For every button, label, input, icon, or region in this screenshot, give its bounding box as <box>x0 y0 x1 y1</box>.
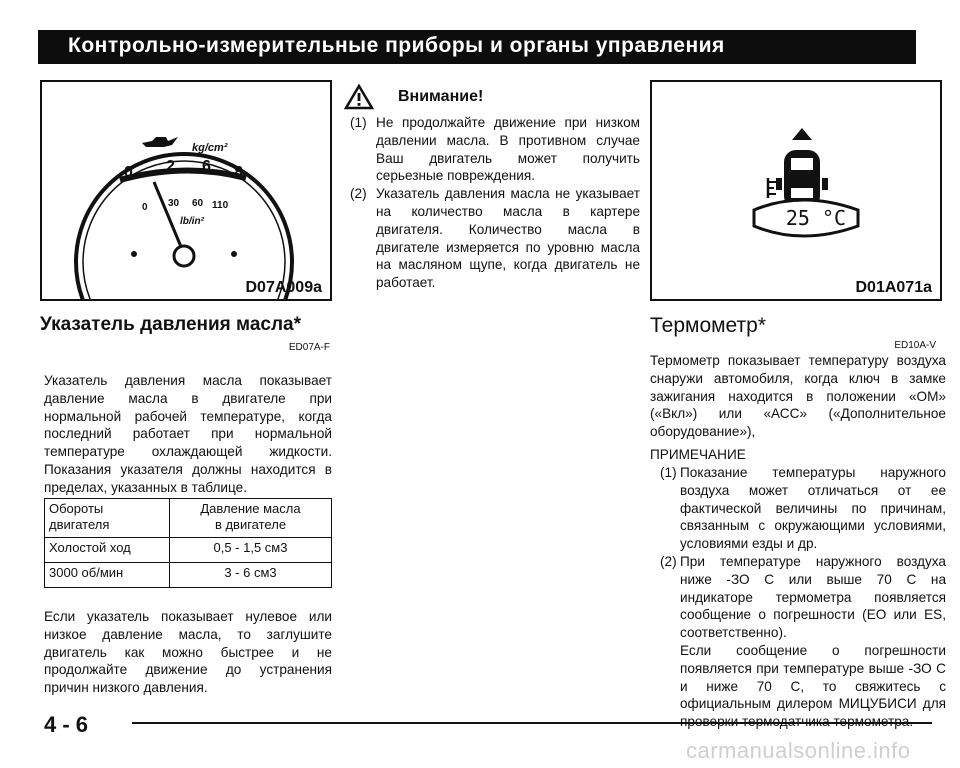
oil-pressure-outro: Если указатель показывает нулевое или низкое давление масла, то заглушите двигатель как можно быстрее и не продолжайте движение до устранения причин низкого давления. <box>44 609 332 696</box>
oil-pressure-gauge-illustration <box>42 82 330 299</box>
arrow-up-icon <box>792 128 812 140</box>
oil-pressure-code: ED07A-F <box>288 342 330 353</box>
gauge-needle-hub <box>174 246 194 266</box>
thermometer-icon <box>768 178 776 198</box>
gauge-unit-lb: lb/in² <box>180 216 204 227</box>
gauge-mount-dot-right <box>231 251 237 257</box>
warning-item-text: Не продолжайте движение при низком давлении масла. В противном случае Ваш двигатель может получить серьезные повреждения. <box>376 115 640 184</box>
gauge-psi-60: 60 <box>192 198 204 209</box>
oil-can-icon <box>142 137 178 147</box>
warning-heading <box>344 84 644 114</box>
thermometer-code: ED10A-V <box>894 340 936 351</box>
note-item-text: При температуре наружного воздуха ниже -ЗО С или выше 70 С на индикаторе термометра появляется сообщение о погрешности (ЕО или ES, соответственно). <box>680 553 946 641</box>
table-cell: Холостой ход <box>45 538 170 563</box>
page-header-title: Контрольно-измерительные приборы и органы управления <box>68 34 725 57</box>
warning-item-number: (2) <box>350 186 367 202</box>
thermometer-figure <box>650 80 942 301</box>
table-header-row <box>45 499 332 538</box>
oil-pressure-intro: Указатель давления масла показывает давление масла в двигателе при нормальной рабочей температуре, когда последний работает при нормальной температуре охлаждающей жидкости. Показания указателя должны находится в пределах, указанных в таблице. <box>44 373 332 495</box>
thermometer-display-illustration <box>652 82 940 299</box>
note-item-number: (2) <box>660 553 677 569</box>
footer-rule <box>132 722 932 724</box>
gauge-tick-6: 6 <box>202 158 211 175</box>
gauge-psi-110: 110 <box>212 200 229 211</box>
table-cell: 3 - 6 см3 <box>170 563 332 588</box>
warning-list <box>350 114 640 292</box>
warning-item <box>350 114 640 185</box>
table-row <box>45 563 332 588</box>
thermometer-title: Термометр* <box>650 314 767 337</box>
gauge-tick-0: 0 <box>124 164 133 181</box>
display-temperature: 25 °C <box>785 206 847 230</box>
warning-item-text: Указатель давления масла не указывает на количество масла в картере двигателя. Количество масла в двигателе измеряется по уровню масла на масляном щупе, когда двигатель не работает. <box>376 186 640 291</box>
figure-code: D01A071a <box>855 279 932 296</box>
note-item <box>650 464 946 553</box>
note-extra: Если сообщение о погрешности появляется при температуре выше -ЗО С и ниже 70 С, то свяжитесь с официальным дилером МИЦУБИСИ для <box>680 642 946 712</box>
table-cell: 3000 об/мин <box>45 563 170 588</box>
warning-item <box>350 185 640 292</box>
table-header-cell: Обороты двигателя <box>45 499 170 538</box>
gauge-psi-0: 0 <box>142 202 148 213</box>
gauge-unit-kg: kg/cm² <box>192 142 228 154</box>
figure-code: D07A009a <box>245 279 322 296</box>
gauge-tick-8: 8 <box>234 164 243 181</box>
oil-pressure-title: Указатель давления масла* <box>40 314 301 335</box>
watermark: carmanualsonline.info <box>686 738 911 763</box>
note-item <box>650 553 946 642</box>
warning-item-number: (1) <box>350 115 367 130</box>
warning-triangle-icon <box>344 84 374 110</box>
note-item-number: (1) <box>660 465 677 480</box>
page-header <box>38 30 916 64</box>
thermometer-intro: Термометр показывает температуру воздуха снаружи автомобиля, когда ключ в замке зажигания находится в положении «ОМ» («Вкл») или «АСС» («Дополнительное оборудование»), <box>650 353 946 440</box>
table-cell: 0,5 - 1,5 см3 <box>170 538 332 563</box>
table-header-cell: Давление масла в двигателе <box>170 499 332 538</box>
page-number: 4 - 6 <box>44 712 89 737</box>
table-row <box>45 538 332 563</box>
note-title: ПРИМЕЧАНИЕ <box>650 447 746 462</box>
note-item-text: Показание температуры наружного воздуха может отличаться от ее фактической величины по причинам, связанным с окружающими условиями, условиями езды и др. <box>680 465 946 552</box>
warning-title: Внимание! <box>398 88 484 105</box>
gauge-tick-2: 2 <box>166 158 175 175</box>
note-list <box>650 464 946 731</box>
oil-pressure-figure <box>40 80 332 301</box>
gauge-mount-dot-left <box>131 251 137 257</box>
oil-pressure-table <box>44 498 332 588</box>
gauge-psi-30: 30 <box>168 198 180 209</box>
